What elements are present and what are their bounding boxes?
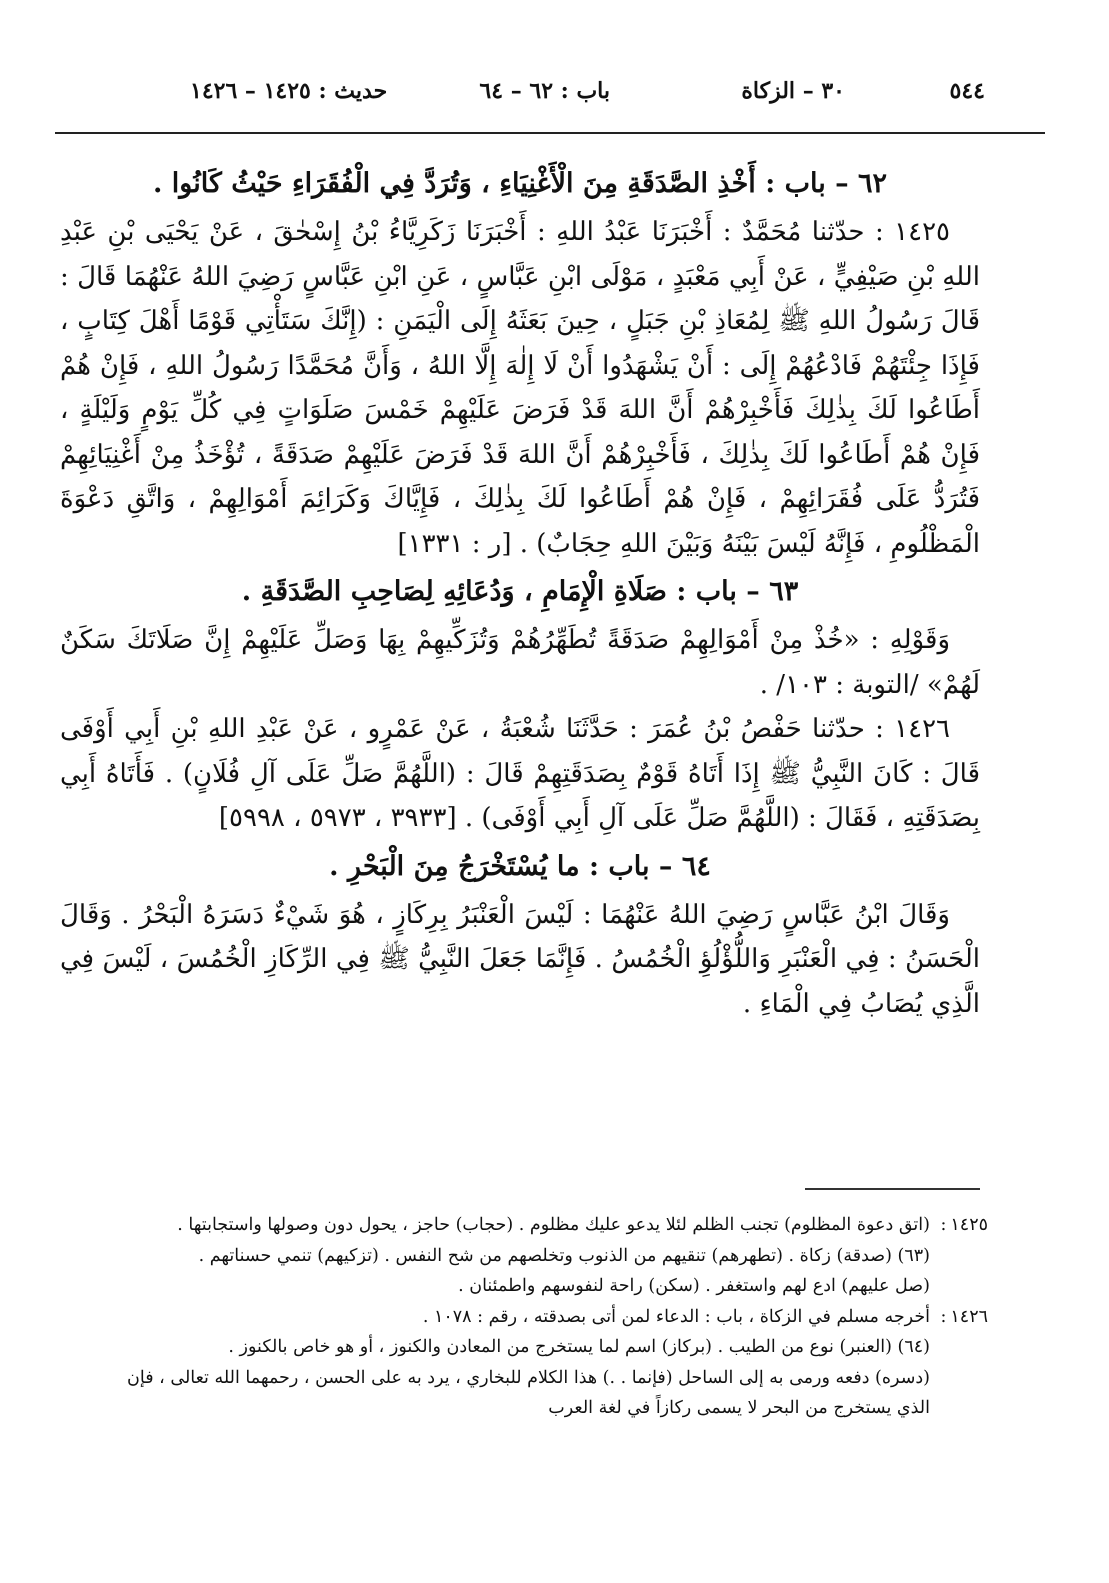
hadith-1426-text: ١٤٢٦ : حدّثنا حَفْصُ بْنُ عُمَرَ : حَدَّثَنَا شُعْبَةُ ، عَنْ عَمْرٍو ، عَنْ عَبْدِ اللهِ بْنِ أَبِي أَوْفَى قَالَ : كَانَ النَّبِيُّ ﷺ إِذَا أَتَاهُ قَوْمٌ بِصَدَقَتِهِمْ قَالَ : (اللَّهُمَّ صَلِّ عَلَى آلِ فُلَانٍ) . فَأَتَاهُ أَبِي بِصَدَقَتِهِ ، فَقَالَ : (اللَّهُمَّ صَلِّ عَلَى آلِ أَبِي أَوْفَى) . xyxy=(60,714,980,833)
footnote-line: (اتق دعوة المظلوم) تجنب الظلم لئلا يدعو عليك مظلوم . (حجاب) حاجز ، يحول دون وصولها واستجابتها . xyxy=(177,1215,930,1235)
footnote-line: الذي يستخرج من البحر لا يسمى ركازاً في لغة العرب xyxy=(548,1398,930,1418)
footnote-line: (٦٤) (العنبر) نوع من الطيب . (بركاز) اسم لما يستخرج من المعادن والكنوز ، أو هو خاص بالكنوز . xyxy=(228,1337,930,1357)
hadith-1425-text: ١٤٢٥ : حدّثنا مُحَمَّدٌ : أَخْبَرَنَا عَبْدُ اللهِ : أَخْبَرَنَا زَكَرِيَّاءُ بْنُ إِسْحٰقَ ، عَنْ يَحْيَى بْنِ عَبْدِ اللهِ بْنِ صَيْفِيٍّ ، عَنْ أَبِي مَعْبَدٍ ، مَوْلَى ابْنِ عَبَّاسٍ ، عَنِ ابْنِ عَبَّاسٍ رَضِيَ اللهُ عَنْهُمَا قَالَ : قَالَ رَسُولُ اللهِ ﷺ لِمُعَاذِ بْنِ جَبَلٍ ، حِينَ بَعَثَهُ إِلَى الْيَمَنِ : (إِنَّكَ سَتَأْتِي قَوْمًا أَهْلَ كِتَابٍ ، فَإِذَا جِئْتَهُمْ فَادْعُهُمْ إِلَى : أَنْ يَشْهَدُوا أَنْ لَا إِلٰهَ إِلَّا اللهُ ، وَأَنَّ مُحَمَّدًا رَسُولُ اللهِ ، فَإِنْ هُمْ أَطَاعُوا لَكَ بِذٰلِكَ فَأَخْبِرْهُمْ أَنَّ اللهَ قَدْ فَرَضَ عَلَيْهِمْ خَمْسَ صَلَوَاتٍ فِي كُلِّ يَوْمٍ وَلَيْلَةٍ ، فَإِنْ هُمْ أَطَاعُوا لَكَ بِذٰلِكَ ، فَأَخْبِرْهُمْ أَنَّ اللهَ قَدْ فَرَضَ عَلَيْهِمْ صَدَقَةً ، تُؤْخَذُ مِنْ أَغْنِيَائِهِمْ فَتُرَدُّ عَلَى فُقَرَائِهِمْ ، فَإِنْ هُمْ أَطَاعُوا لَكَ بِذٰلِكَ ، فَإِيَّاكَ وَكَرَائِمَ أَمْوَالِهِمْ ، وَاتَّقِ دَعْوَةَ الْمَظْلُومِ ، فَإِنَّهُ لَيْسَ بَيْنَهُ وَبَيْنَ اللهِ حِجَابٌ) . xyxy=(60,217,981,559)
footnote-1425: ١٤٢٥: (اتق دعوة المظلوم) تجنب الظلم لئلا يدعو عليك مظلوم . (حجاب) حاجز ، يحول دون وصولها واستجابتها . (٦٣) (صدقة) زكاة . (تطهرهم) تنقيهم من الذنوب وتخلصهم من شح النفس . (تزكيهم) تنمي حسناتهم . (صل عليهم) ادع لهم واستغفر . (سكن) راحة لنفوسهم واطمئنان . xyxy=(60,1210,988,1302)
footnote-number: ١٤٢٦ xyxy=(950,1306,988,1327)
chapter-heading-64: ٦٤ – باب : ما يُسْتَخْرَجُ مِنَ الْبَحْرِ . xyxy=(329,850,711,882)
hadith-1426-reference: [٣٩٣٣ ، ٥٩٧٣ ، ٥٩٩٨] xyxy=(218,803,457,833)
book-title: ٣٠ – الزكاة xyxy=(741,78,845,104)
hadith-range: حديث : ١٤٢٥ – ١٤٢٦ xyxy=(190,78,388,104)
footnotes xyxy=(60,1210,988,1424)
hadith-1425 xyxy=(60,210,980,566)
footnote-1426: ١٤٢٦: أخرجه مسلم في الزكاة ، باب : الدعاء لمن أتى بصدقته ، رقم : ١٠٧٨ . (٦٤) (العنبر) نوع من الطيب . (بركاز) اسم لما يستخرج من المعادن والكنوز ، أو هو خاص بالكنوز . (دسره) دفعه ورمى به إلى الساحل (فإنما . .) هذا الكلام للبخاري ، يرد به على الحسن ، رحمهما الله تعالى ، فإن الذي يستخرج من البحر لا يسمى ركازاً في لغة العرب xyxy=(60,1302,988,1424)
chapter-heading-62: ٦٢ – باب : أَخْذِ الصَّدَقَةِ مِنَ الْأَغْنِيَاءِ ، وَتُرَدَّ فِي الْفُقَرَاءِ حَيْثُ كَانُوا . xyxy=(152,168,888,199)
chapter-heading-63: ٦٣ – باب : صَلَاةِ الْإِمَامِ ، وَدُعَائِهِ لِصَاحِبِ الصَّدَقَةِ . xyxy=(241,576,799,607)
ibn-abbas-statement: وَقَالَ ابْنُ عَبَّاسٍ رَضِيَ اللهُ عَنْهُمَا : لَيْسَ الْعَنْبَرُ بِرِكَازٍ ، هُوَ شَيْءٌ دَسَرَهُ الْبَحْرُ . وَقَالَ الْحَسَنُ : فِي الْعَنْبَرِ وَاللُّؤْلُؤِ الْخُمُسُ . فَإِنَّمَا جَعَلَ النَّبِيُّ ﷺ فِي الرِّكَازِ الْخُمُسَ ، لَيْسَ فِي الَّذِي يُصَابُ فِي الْمَاءِ . xyxy=(60,899,980,1019)
page-number: ٥٤٤ xyxy=(949,78,985,104)
footnote-line: (٦٣) (صدقة) زكاة . (تطهرهم) تنقيهم من الذنوب وتخلصهم من شح النفس . (تزكيهم) تنمي حسناتهم . xyxy=(198,1245,930,1266)
main-text xyxy=(60,158,980,1026)
hadith-1426 xyxy=(60,707,980,841)
quran-verse-paragraph: وَقَوْلِهِ : «خُذْ مِنْ أَمْوَالِهِمْ صَدَقَةً تُطَهِّرُهُمْ وَتُزَكِّيهِمْ بِهَا وَصَلِّ عَلَيْهِمْ إِنَّ صَلَاتَكَ سَكَنٌ لَهُمْ» /التوبة : ١٠٣/ . xyxy=(60,625,980,700)
footnote-number: ١٤٢٥ xyxy=(950,1215,988,1235)
running-header xyxy=(190,78,985,112)
footnote-divider xyxy=(805,1188,980,1190)
footnote-line: أخرجه مسلم في الزكاة ، باب : الدعاء لمن أتى بصدقته ، رقم : ١٠٧٨ . xyxy=(422,1306,930,1327)
footnote-line: (صل عليهم) ادع لهم واستغفر . (سكن) راحة لنفوسهم واطمئنان . xyxy=(458,1276,930,1296)
footnote-line: (دسره) دفعه ورمى به إلى الساحل (فإنما . .) هذا الكلام للبخاري ، يرد به على الحسن ، رحمهما الله تعالى ، فإن xyxy=(127,1367,930,1388)
bab-range: باب : ٦٢ – ٦٤ xyxy=(479,78,610,104)
hadith-1425-reference: [ر : ١٣٣١] xyxy=(397,528,512,559)
header-divider xyxy=(55,132,1045,134)
